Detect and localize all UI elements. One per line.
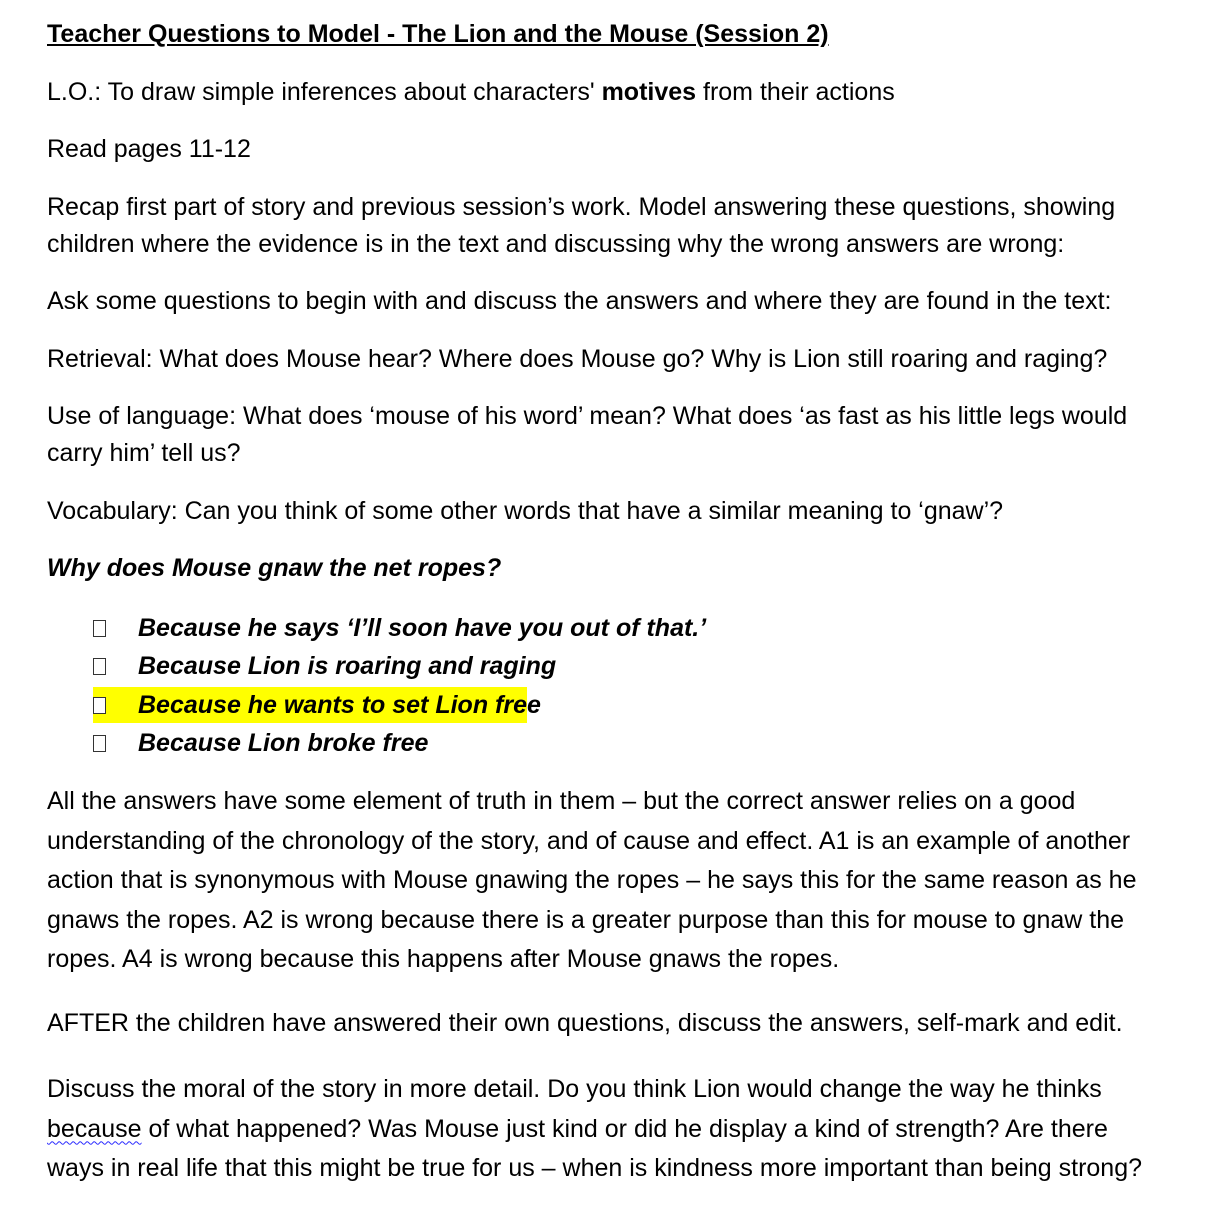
ask-questions-paragraph: Ask some questions to begin with and discuss the answers and where they are found in the text: (47, 287, 1112, 315)
answer-option-3[interactable] (93, 687, 541, 723)
learning-objective (47, 74, 895, 111)
checkbox-icon[interactable] (93, 735, 106, 752)
answer-option-label: Because Lion broke free (138, 729, 429, 757)
moral-paragraph (47, 1070, 1197, 1189)
checkbox-icon[interactable] (93, 697, 106, 714)
retrieval-paragraph: Retrieval: What does Mouse hear? Where does Mouse go? Why is Lion still roaring and raging? (47, 345, 1108, 373)
read-pages: Read pages 11-12 (47, 135, 251, 163)
use-of-language-paragraph: Use of language: What does ‘mouse of his word’ mean? What does ‘as fast as his little legs would carry him’ tell us? (47, 402, 1128, 467)
explanation-paragraph: All the answers have some element of truth in them – but the correct answer relies on a good understanding of the chronology of the story, and of cause and effect. A1 is an example of another action that is synonymous with Mouse gnawing the ropes – he says this for the same reason as he gnaws the ropes. A2 is wrong because there is a greater purpose than this for mouse to gnaw the ropes. A4 is wrong because this happens after Mouse gnaws the ropes. (47, 787, 1137, 973)
answer-option-label: Because he wants to set Lion free (138, 691, 541, 719)
lo-prefix: L.O.: To draw simple inferences about characters' (47, 78, 602, 106)
question-heading: Why does Mouse gnaw the net ropes? (47, 554, 502, 582)
answer-option-1[interactable] (93, 610, 706, 646)
answer-option-2[interactable] (93, 648, 556, 684)
checkbox-icon[interactable] (93, 658, 106, 675)
document-title: Teacher Questions to Model - The Lion and the Mouse (Session 2) (47, 20, 829, 48)
spelling-flagged-word[interactable]: because (47, 1114, 142, 1143)
answer-option-4[interactable] (93, 725, 428, 761)
moral-line-3: ways in real life that this might be true for us – when is kindness more important than being strong? (47, 1154, 1143, 1182)
answer-option-label: Because he says ‘I’ll soon have you out of that.’ (138, 614, 707, 642)
after-paragraph: AFTER the children have answered their own questions, discuss the answers, self-mark and edit. (47, 1009, 1123, 1037)
lo-suffix: from their actions (696, 78, 895, 106)
vocabulary-paragraph: Vocabulary: Can you think of some other words that have a similar meaning to ‘gnaw’? (47, 497, 1004, 525)
recap-paragraph: Recap first part of story and previous session’s work. Model answering these questions, showing children where the evidence is in the text and discussing why the wrong answers are wrong: (47, 193, 1116, 258)
moral-line-2: of what happened? Was Mouse just kind or did he display a kind of strength? Are there (141, 1114, 1108, 1143)
lo-bold-word: motives (601, 78, 697, 106)
checkbox-icon[interactable] (93, 620, 106, 637)
moral-line-1: Discuss the moral of the story in more detail. Do you think Lion would change the way he thinks (47, 1075, 1102, 1103)
answer-option-label: Because Lion is roaring and raging (138, 652, 557, 680)
